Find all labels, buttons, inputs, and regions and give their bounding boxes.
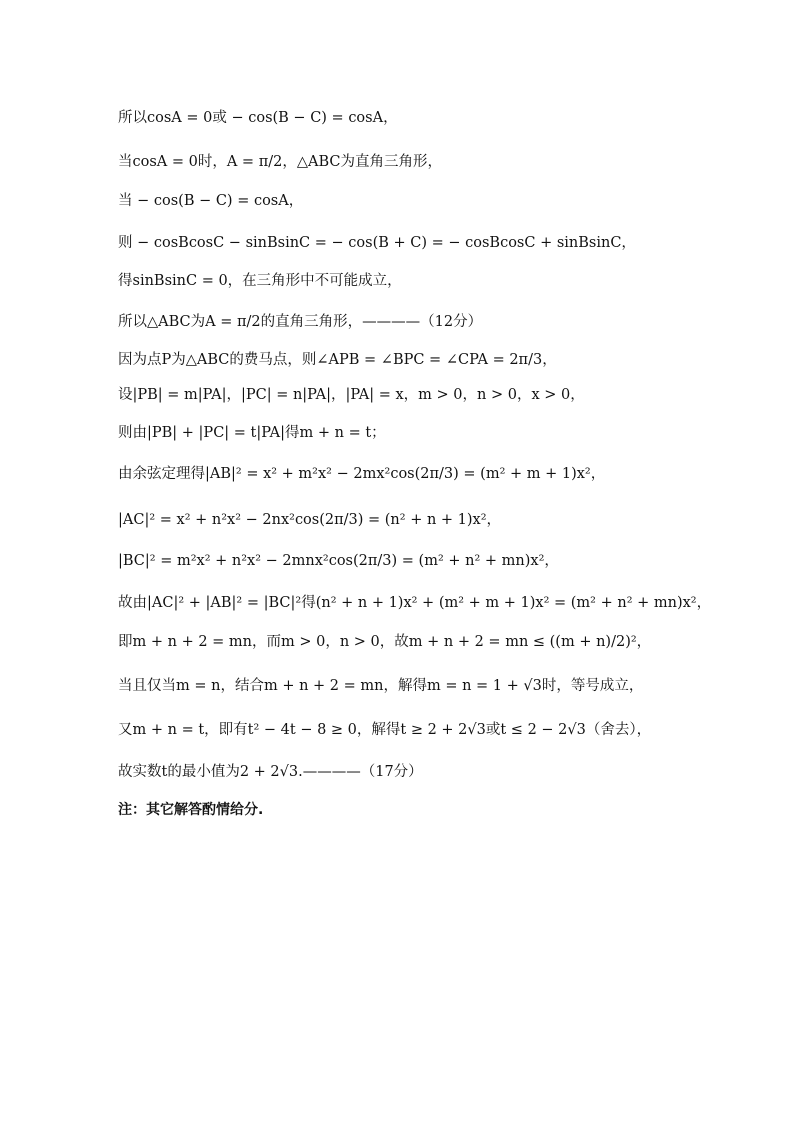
solution-line-13: 故由|AC|² + |AB|² = |BC|²得(n² + n + 1)x² + (m² + m + 1)x² = (m² + n² + mn)x²， xyxy=(118,595,712,611)
solution-line-12: |BC|² = m²x² + n²x² − 2mnx²cos(2π/3) = (m² + n² + mn)x²， xyxy=(118,553,559,569)
solution-line-4: 则 − cosBcosC − sinBsinC = − cos(B + C) = − cosBcosC + sinBsinC， xyxy=(118,235,636,251)
solution-line-8: 设|PB| = m|PA|，|PC| = n|PA|，|PA| = x，m > 0，n > 0，x > 0， xyxy=(118,387,585,403)
solution-line-1: 所以cosA = 0或 − cos(B − C) = cosA， xyxy=(118,110,398,126)
solution-line-9: 则由|PB| + |PC| = t|PA|得m + n = t； xyxy=(118,425,386,441)
solution-line-16: 又m + n = t，即有t² − 4t − 8 ≥ 0，解得t ≥ 2 + 2√3或t ≤ 2 − 2√3（舍去）， xyxy=(118,722,652,738)
grading-note: 注：其它解答酌情给分. xyxy=(118,802,264,818)
solution-line-11: |AC|² = x² + n²x² − 2nx²cos(2π/3) = (n² + n + 1)x²， xyxy=(118,512,502,528)
solution-line-5: 得sinBsinC = 0，在三角形中不可能成立， xyxy=(118,273,402,289)
solution-line-7: 因为点P为△ABC的费马点，则∠APB = ∠BPC = ∠CPA = 2π/3， xyxy=(118,352,557,368)
solution-line-14: 即m + n + 2 = mn，而m > 0，n > 0，故m + n + 2 = mn ≤ ((m + n)/2)²， xyxy=(118,634,652,650)
solution-line-6: 所以△ABC为A = π/2的直角三角形，————（12分） xyxy=(118,314,483,330)
solution-line-10: 由余弦定理得|AB|² = x² + m²x² − 2mx²cos(2π/3) = (m² + m + 1)x²， xyxy=(118,466,606,482)
solution-line-2: 当cosA = 0时，A = π/2，△ABC为直角三角形， xyxy=(118,154,442,170)
solution-line-15: 当且仅当m = n，结合m + n + 2 = mn，解得m = n = 1 + √3时，等号成立， xyxy=(118,678,644,694)
solution-line-17: 故实数t的最小值为2 + 2√3.————（17分） xyxy=(118,764,423,780)
solution-line-3: 当 − cos(B − C) = cosA， xyxy=(118,193,304,209)
